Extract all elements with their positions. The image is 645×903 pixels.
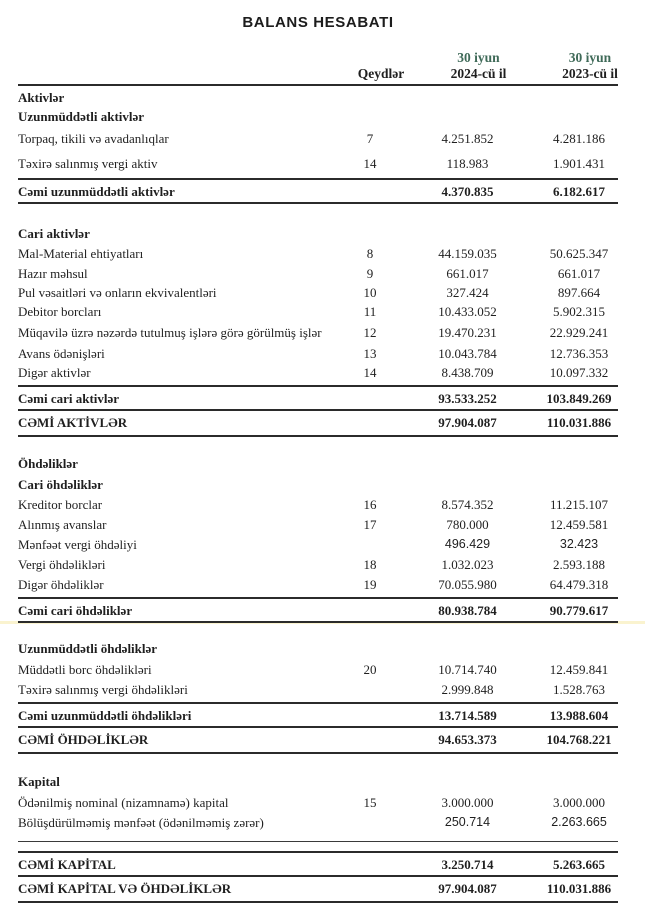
cell-v2023: 10.097.332 — [549, 365, 609, 380]
cell-v2023: 1.901.431 — [553, 156, 605, 171]
cell-v2024: 1.032.023 — [441, 557, 494, 572]
cell-v2024: 118.983 — [446, 156, 489, 171]
cell-v2023: 897.664 — [557, 285, 601, 300]
row-label: Ödənilmiş nominal (nizamnamə) kapital — [18, 795, 229, 810]
table-row — [18, 575, 618, 594]
header-notes-column — [356, 66, 406, 82]
row-label: Kapital — [18, 774, 60, 789]
date-2023-line1: 30 iyun — [568, 50, 612, 65]
row-label: Cəmi cari aktivlər — [18, 390, 120, 406]
row-label: Digər öhdəliklər — [18, 577, 104, 592]
cell-v2023: 5.263.665 — [553, 856, 605, 872]
row-label: Debitor borcları — [18, 304, 102, 319]
table-row — [18, 154, 618, 173]
cell-v2023: 3.000.000 — [553, 795, 605, 810]
table-row — [18, 728, 618, 754]
row-label: Vergi öhdəlikləri — [18, 557, 106, 572]
table-row — [18, 660, 618, 679]
row-label: Təxirə salınmış vergi aktiv — [18, 156, 158, 171]
section-heading-row — [18, 455, 618, 472]
row-label: Aktivlər — [18, 90, 65, 105]
balance-table — [18, 50, 618, 903]
cell-v2023: 11.215.107 — [549, 497, 609, 512]
cell-v2024: 8.574.352 — [441, 497, 494, 512]
cell-v2024: 94.653.373 — [438, 732, 497, 747]
cell-v2024: 2.999.848 — [441, 682, 494, 697]
cell-v2024: 4.370.835 — [441, 183, 494, 199]
row-label: CƏMİ AKTİVLƏR — [18, 415, 128, 430]
cell-note: 14 — [363, 365, 377, 380]
document-title: BALANS HESABATI — [242, 14, 394, 31]
cell-v2023: 1.528.763 — [553, 682, 605, 697]
table-row — [18, 302, 618, 321]
table-row — [18, 793, 618, 812]
cell-v2023: 12.459.581 — [549, 517, 609, 532]
cell-v2024: 80.938.784 — [438, 602, 497, 618]
row-label: Torpaq, tikili və avadanlıqlar — [18, 131, 169, 146]
row-label: Alınmış avanslar — [18, 517, 107, 532]
row-label: CƏMİ ÖHDƏLİKLƏR — [18, 732, 149, 747]
cell-v2023: 2.593.188 — [553, 557, 605, 572]
notes-column-label: Qeydlər — [357, 66, 405, 81]
row-label: Müqavilə üzrə nəzərdə tutulmuş işlərə görə görülmüş işlər — [18, 325, 322, 340]
cell-note: 15 — [363, 795, 377, 810]
cell-v2024: 44.159.035 — [438, 246, 497, 261]
cell-note: 14 — [363, 156, 377, 171]
cell-note: 11 — [363, 304, 377, 319]
table-row — [18, 851, 618, 877]
cell-v2023: 4.281.186 — [553, 131, 605, 146]
row-label: Təxirə salınmış vergi öhdəlikləri — [18, 682, 188, 697]
table-row — [18, 535, 618, 554]
table-row — [18, 244, 618, 263]
cell-v2023: 110.031.886 — [546, 881, 612, 896]
cell-v2023: 50.625.347 — [549, 246, 609, 261]
cell-v2024: 19.470.231 — [438, 325, 497, 340]
row-label: Pul vəsaitləri və onların ekvivalentləri — [18, 285, 217, 300]
cell-v2024: 97.904.087 — [438, 881, 497, 896]
section-heading-row — [18, 89, 618, 106]
cell-v2023: 103.849.269 — [546, 390, 612, 406]
cell-v2023: 12.736.353 — [549, 346, 609, 361]
row-label: Hazır məhsul — [18, 266, 88, 281]
table-row — [18, 363, 618, 382]
row-label: Müddətli borc öhdəlikləri — [18, 662, 152, 677]
row-label: Kreditor borclar — [18, 497, 103, 512]
cell-v2024: 3.000.000 — [441, 795, 494, 810]
table-row — [18, 555, 618, 574]
cell-v2023: 32.423 — [559, 537, 599, 551]
table-row — [18, 385, 618, 411]
cell-v2023: 110.031.886 — [546, 415, 612, 430]
row-label: Uzunmüddətli aktivlər — [18, 109, 145, 124]
section-heading-row — [18, 476, 618, 493]
cell-v2024: 70.055.980 — [438, 577, 497, 592]
cell-v2023: 5.902.315 — [553, 304, 605, 319]
cell-note: 9 — [366, 266, 374, 281]
cell-note: 19 — [363, 577, 377, 592]
row-label: Öhdəliklər — [18, 456, 78, 471]
cell-v2024: 13.714.589 — [438, 707, 497, 723]
row-label: Cəmi uzunmüddətli aktivlər — [18, 183, 175, 199]
cell-v2023: 64.479.318 — [549, 577, 609, 592]
row-label: CƏMİ KAPİTAL — [18, 856, 116, 872]
cell-note: 13 — [363, 346, 377, 361]
cell-note: 8 — [366, 246, 374, 261]
cell-v2024: 4.251.852 — [441, 131, 494, 146]
cell-v2023: 661.017 — [557, 266, 601, 281]
row-label: Digər aktivlər — [18, 365, 91, 380]
cell-v2024: 97.904.087 — [438, 415, 497, 430]
table-row — [18, 323, 618, 342]
row-label: Mal-Material ehtiyatları — [18, 246, 144, 261]
cell-v2023: 90.779.617 — [549, 602, 609, 618]
cell-v2023: 6.182.617 — [553, 183, 605, 199]
table-row — [18, 283, 618, 302]
cell-v2023: 13.988.604 — [549, 707, 609, 723]
cell-v2024: 8.438.709 — [441, 365, 494, 380]
cell-note: 12 — [363, 325, 377, 340]
section-heading-row — [18, 773, 618, 790]
cell-v2024: 10.714.740 — [438, 662, 497, 677]
row-label: Cəmi cari öhdəliklər — [18, 602, 133, 618]
cell-note: 10 — [363, 285, 377, 300]
table-row — [18, 515, 618, 534]
cell-note: 16 — [363, 497, 377, 512]
cell-note: 7 — [366, 131, 374, 146]
section-heading-row — [18, 108, 618, 125]
table-row — [18, 344, 618, 363]
table-body — [18, 89, 618, 903]
table-row — [18, 680, 618, 699]
cell-note: 18 — [363, 557, 377, 572]
row-label: Avans ödənişləri — [18, 346, 105, 361]
cell-v2023: 104.768.221 — [546, 732, 612, 747]
table-row — [18, 877, 618, 903]
cell-v2023: 22.929.241 — [549, 325, 609, 340]
cell-v2024: 250.714 — [444, 815, 491, 829]
cell-v2024: 780.000 — [446, 517, 489, 532]
table-row — [18, 495, 618, 514]
header-2024-column — [406, 50, 551, 82]
separator-line — [18, 841, 618, 842]
table-row — [18, 597, 618, 623]
table-row — [18, 411, 618, 437]
row-label: CƏMİ KAPİTAL VƏ ÖHDƏLİKLƏR — [18, 881, 232, 896]
cell-v2024: 3.250.714 — [441, 856, 494, 872]
row-label: Cəmi uzunmüddətli öhdəlikləri — [18, 707, 192, 723]
cell-v2024: 327.424 — [446, 285, 489, 300]
date-2024-line1: 30 iyun — [457, 50, 500, 65]
cell-v2023: 12.459.841 — [549, 662, 609, 677]
cell-v2023: 2.263.665 — [551, 815, 607, 829]
date-2024-line2: 2024-cü il — [450, 66, 507, 81]
row-label: Bölüşdürülməmiş mənfəət (ödənilməmiş zərər) — [18, 815, 264, 830]
cell-v2024: 661.017 — [446, 266, 489, 281]
cell-v2024: 93.533.252 — [438, 390, 497, 406]
header-2023-column — [551, 50, 629, 82]
row-label: Mənfəət vergi öhdəliyi — [18, 537, 137, 552]
row-label: Cari öhdəliklər — [18, 477, 103, 492]
cell-v2024: 10.043.784 — [438, 346, 497, 361]
section-heading-row — [18, 225, 618, 242]
section-heading-row — [18, 640, 618, 657]
row-label: Uzunmüddətli öhdəliklər — [18, 641, 158, 656]
table-row — [18, 129, 618, 148]
cell-note: 17 — [363, 517, 377, 532]
table-row — [18, 702, 618, 728]
cell-note: 20 — [363, 662, 377, 677]
table-row — [18, 178, 618, 204]
table-row — [18, 264, 618, 283]
table-header-row — [18, 50, 618, 86]
cell-v2024: 10.433.052 — [438, 304, 497, 319]
date-2023-line2: 2023-cü il — [562, 66, 618, 81]
row-label: Cari aktivlər — [18, 226, 90, 241]
cell-v2024: 496.429 — [444, 537, 491, 551]
table-row — [18, 813, 618, 832]
